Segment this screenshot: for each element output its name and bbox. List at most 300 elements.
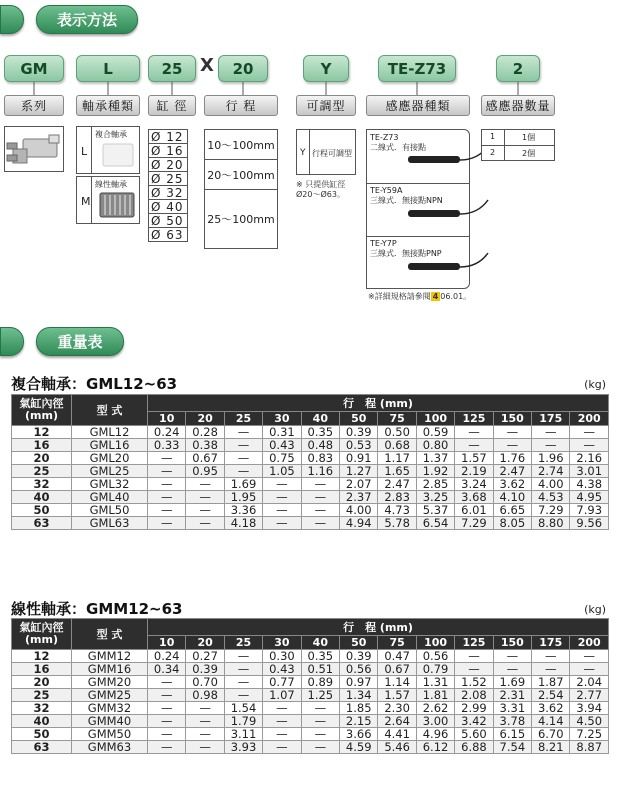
cell-weight: — — [224, 650, 262, 663]
header-stroke-value: 40 — [301, 636, 339, 650]
adjustable-label: 行程可調型 — [312, 149, 352, 158]
cell-weight: 2.04 — [570, 676, 609, 689]
cell-weight: 2.64 — [378, 715, 416, 728]
cell-weight: 0.67 — [186, 452, 224, 465]
header-stroke-value: 50 — [340, 412, 378, 426]
cell-weight: 5.46 — [378, 741, 416, 754]
header-stroke-value: 10 — [148, 412, 186, 426]
label-sensor-qty — [481, 95, 555, 116]
cell-weight: 2.54 — [532, 689, 570, 702]
cell-weight: 0.27 — [186, 650, 224, 663]
cell-weight: 1.25 — [301, 689, 339, 702]
cell-weight: 1.14 — [378, 676, 416, 689]
code-sensor-text: TE-Z73 — [387, 59, 447, 78]
cell-bore: 12 — [12, 426, 72, 439]
sensor-qty-code: 2 — [490, 148, 496, 157]
cell-weight: 4.96 — [416, 728, 454, 741]
cell-weight: 0.89 — [301, 676, 339, 689]
bearing-option-m — [76, 176, 140, 224]
cell-weight: — — [263, 702, 301, 715]
sensor-name: TE-Y7P — [370, 239, 397, 248]
cell-weight: — — [263, 715, 301, 728]
header-stroke: 行 程 (mm) — [148, 619, 609, 636]
weight-header-title: 重量表 — [57, 333, 103, 351]
table-row — [12, 728, 609, 741]
cell-weight: 2.77 — [570, 689, 609, 702]
cell-weight: — — [263, 504, 301, 517]
cell-weight: — — [186, 741, 224, 754]
sensor-desc: 三線式．無接點NPN — [370, 196, 443, 205]
stroke-item: 25～100mm — [207, 213, 275, 226]
cell-weight: 0.30 — [263, 650, 301, 663]
cell-weight: — — [186, 728, 224, 741]
bore-item: Ø 50 — [148, 213, 188, 228]
sensor-qty-label: 1個 — [522, 133, 536, 142]
cell-weight: — — [263, 741, 301, 754]
stroke-item: 20～100mm — [205, 160, 277, 190]
cell-weight: — — [148, 491, 186, 504]
table-row — [12, 689, 609, 702]
cell-weight: 4.50 — [570, 715, 609, 728]
bore-item: Ø 20 — [148, 157, 188, 172]
sensor-cable-icon — [458, 140, 498, 280]
cell-weight: 1.85 — [340, 702, 378, 715]
cell-weight: 3.93 — [224, 741, 262, 754]
cell-model: GML32 — [72, 478, 148, 491]
cell-weight: — — [224, 439, 262, 452]
header-model: 型 式 — [72, 619, 148, 650]
header-model: 型 式 — [72, 395, 148, 426]
cell-weight: — — [148, 676, 186, 689]
sensor-name: TE-Y59A — [370, 186, 403, 195]
cell-weight: — — [455, 663, 493, 676]
cell-weight: 4.38 — [570, 478, 609, 491]
sensor-body-icon — [408, 210, 460, 217]
cell-weight: 0.56 — [340, 663, 378, 676]
header-stroke-value: 200 — [570, 636, 609, 650]
cell-weight: 3.66 — [340, 728, 378, 741]
cell-model: GMM12 — [72, 650, 148, 663]
cell-weight: 0.79 — [416, 663, 454, 676]
cell-weight: — — [493, 663, 531, 676]
series-image — [4, 126, 64, 172]
table-row — [12, 439, 609, 452]
cell-bore: 12 — [12, 650, 72, 663]
header-stroke-value: 150 — [493, 636, 531, 650]
cell-bore: 20 — [12, 676, 72, 689]
cell-weight: 2.47 — [493, 465, 531, 478]
sensor-item-y59a — [370, 186, 443, 206]
adjustable-option — [296, 129, 356, 175]
connector-lines — [0, 82, 620, 96]
cell-weight: 1.07 — [263, 689, 301, 702]
cell-weight: 0.39 — [340, 426, 378, 439]
cell-weight: 3.24 — [455, 478, 493, 491]
sensor-item-y7p — [370, 239, 442, 259]
gml-unit: (kg) — [584, 378, 606, 391]
cell-model: GML16 — [72, 439, 148, 452]
cell-weight: 0.24 — [148, 426, 186, 439]
cell-weight: 0.77 — [263, 676, 301, 689]
cell-weight: 3.94 — [570, 702, 609, 715]
cell-weight: — — [148, 452, 186, 465]
cell-model: GMM50 — [72, 728, 148, 741]
cell-weight: — — [148, 728, 186, 741]
cell-bore: 40 — [12, 491, 72, 504]
cell-weight: — — [224, 689, 262, 702]
table-row — [12, 452, 609, 465]
cell-weight: — — [186, 504, 224, 517]
cell-weight: 0.24 — [148, 650, 186, 663]
cell-model: GML40 — [72, 491, 148, 504]
code-bore-text: 25 — [161, 59, 183, 78]
cell-weight: — — [186, 702, 224, 715]
sensor-desc: 三線式．無接點PNP — [370, 249, 442, 258]
cell-weight: — — [493, 426, 531, 439]
cell-weight: — — [301, 517, 339, 530]
cell-weight: — — [148, 741, 186, 754]
gml-weight-table — [11, 394, 609, 530]
cell-bore: 32 — [12, 478, 72, 491]
gmm-weight-table — [11, 618, 609, 754]
cell-weight: 6.12 — [416, 741, 454, 754]
table-row — [12, 478, 609, 491]
cell-weight: — — [263, 491, 301, 504]
cell-model: GML50 — [72, 504, 148, 517]
header-stroke-value: 175 — [532, 636, 570, 650]
cell-weight: 0.35 — [301, 426, 339, 439]
label-sensor — [366, 95, 470, 116]
cell-weight: 6.54 — [416, 517, 454, 530]
cell-weight: 2.47 — [378, 478, 416, 491]
header-stroke-value: 125 — [455, 412, 493, 426]
bearing-label-m: 線性軸承 — [95, 180, 127, 189]
cell-weight: 0.95 — [186, 465, 224, 478]
cell-weight: — — [570, 663, 609, 676]
cell-weight: 3.36 — [224, 504, 262, 517]
sensor-body-icon — [408, 156, 460, 163]
label-bore — [148, 95, 196, 116]
cell-weight: — — [224, 663, 262, 676]
cell-weight: 0.91 — [340, 452, 378, 465]
cell-weight: — — [301, 728, 339, 741]
bearing-code-m: M — [81, 195, 91, 208]
cell-bore: 50 — [12, 504, 72, 517]
cell-weight: 1.16 — [301, 465, 339, 478]
bore-item: Ø 25 — [148, 171, 188, 186]
cell-weight: 2.07 — [340, 478, 378, 491]
bore-item: Ø 16 — [148, 143, 188, 158]
cell-weight: 1.57 — [455, 452, 493, 465]
cell-weight: 1.79 — [224, 715, 262, 728]
bearing-label-l: 複合軸承 — [95, 130, 127, 139]
cell-weight: 2.08 — [455, 689, 493, 702]
sensor-item-z73 — [370, 133, 426, 153]
cell-weight: 0.39 — [186, 663, 224, 676]
adjustable-note: ※ 只提供缸徑Ø20～Ø63。 — [296, 180, 346, 199]
bore-list — [148, 129, 188, 241]
cell-weight: 2.16 — [570, 452, 609, 465]
cell-weight: 0.97 — [340, 676, 378, 689]
cell-weight: 2.99 — [455, 702, 493, 715]
cell-weight: 1.81 — [416, 689, 454, 702]
cell-weight: — — [224, 465, 262, 478]
header-stroke-value: 150 — [493, 412, 531, 426]
cell-weight: — — [532, 426, 570, 439]
cell-weight: 1.65 — [378, 465, 416, 478]
header-bore: 氣缸內徑 (mm) — [12, 619, 72, 650]
cell-weight: 0.70 — [186, 676, 224, 689]
cell-weight: 1.96 — [532, 452, 570, 465]
table-row — [12, 517, 609, 530]
times-symbol — [200, 55, 214, 76]
label-sensor-text: 感應器種類 — [385, 99, 451, 113]
cell-weight: 7.25 — [570, 728, 609, 741]
bore-item: Ø 63 — [148, 227, 188, 242]
cell-weight: 9.56 — [570, 517, 609, 530]
cell-model: GMM20 — [72, 676, 148, 689]
label-bearing — [76, 95, 140, 116]
header-stroke-value: 200 — [570, 412, 609, 426]
cell-weight: — — [301, 478, 339, 491]
cell-weight: — — [532, 650, 570, 663]
cell-weight: 1.92 — [416, 465, 454, 478]
cell-weight: 4.94 — [340, 517, 378, 530]
code-sensor-qty-text: 2 — [512, 59, 524, 78]
cell-weight: 0.47 — [378, 650, 416, 663]
cell-weight: 1.05 — [263, 465, 301, 478]
cell-bore: 25 — [12, 465, 72, 478]
cell-weight: 1.87 — [532, 676, 570, 689]
cell-weight: — — [570, 650, 609, 663]
sensor-qty-list — [481, 129, 555, 161]
sensor-qty-label: 2個 — [522, 149, 536, 158]
cell-weight: — — [186, 491, 224, 504]
cell-weight: — — [148, 517, 186, 530]
section-header-tab — [0, 5, 24, 34]
header-stroke-value: 30 — [263, 636, 301, 650]
cell-weight: — — [493, 650, 531, 663]
cell-weight: — — [186, 517, 224, 530]
label-series-text: 系列 — [20, 99, 47, 113]
cell-weight: 0.75 — [263, 452, 301, 465]
bearing-code-l: L — [81, 145, 88, 158]
cell-weight: 7.29 — [455, 517, 493, 530]
cell-weight: — — [263, 728, 301, 741]
cell-bore: 16 — [12, 663, 72, 676]
cell-weight: 0.31 — [263, 426, 301, 439]
cell-weight: 2.74 — [532, 465, 570, 478]
cell-weight: 2.31 — [493, 689, 531, 702]
section-header-ordering — [36, 5, 138, 34]
cell-weight: 3.00 — [416, 715, 454, 728]
cell-weight: — — [148, 715, 186, 728]
sensor-note-badge: 4 — [432, 292, 439, 301]
cell-weight: 7.93 — [570, 504, 609, 517]
cell-weight: 5.60 — [455, 728, 493, 741]
cell-weight: 3.42 — [455, 715, 493, 728]
stroke-item: 10～100mm — [205, 130, 277, 160]
cell-weight: — — [148, 465, 186, 478]
cell-weight: 0.43 — [263, 439, 301, 452]
header-stroke-value: 100 — [416, 412, 454, 426]
table-row — [12, 491, 609, 504]
sensor-spec-note — [368, 292, 471, 302]
cell-weight: 8.05 — [493, 517, 531, 530]
section-header-weight — [36, 327, 124, 356]
cell-weight: 0.35 — [301, 650, 339, 663]
cell-weight: — — [455, 439, 493, 452]
code-stroke — [218, 55, 268, 82]
cylinder-image — [5, 127, 63, 171]
cell-model: GMM16 — [72, 663, 148, 676]
cell-model: GML25 — [72, 465, 148, 478]
cell-bore: 20 — [12, 452, 72, 465]
table-row — [12, 741, 609, 754]
label-stroke-text: 行 程 — [225, 99, 257, 113]
gmm-table-title: 線性軸承：GMM12~63 — [11, 600, 183, 618]
cell-weight: — — [148, 478, 186, 491]
cell-weight: — — [532, 439, 570, 452]
cell-weight: 2.15 — [340, 715, 378, 728]
label-sensor-qty-text: 感應器數量 — [485, 99, 551, 113]
cell-weight: 1.37 — [416, 452, 454, 465]
cell-weight: — — [455, 650, 493, 663]
cell-weight: — — [263, 517, 301, 530]
cell-weight: 3.25 — [416, 491, 454, 504]
cell-weight: — — [455, 426, 493, 439]
cell-bore: 16 — [12, 439, 72, 452]
code-sensor — [378, 55, 456, 82]
cell-weight: 0.51 — [301, 663, 339, 676]
cell-weight: 3.78 — [493, 715, 531, 728]
header-stroke-value: 20 — [186, 636, 224, 650]
header-stroke-value: 30 — [263, 412, 301, 426]
cell-weight: 2.83 — [378, 491, 416, 504]
header-stroke-value: 75 — [378, 636, 416, 650]
cell-weight: 6.15 — [493, 728, 531, 741]
header-stroke-value: 10 — [148, 636, 186, 650]
header-stroke-value: 75 — [378, 412, 416, 426]
cell-weight: 0.83 — [301, 452, 339, 465]
code-bearing — [76, 55, 140, 82]
cell-weight: 1.69 — [224, 478, 262, 491]
table-row — [12, 650, 609, 663]
header-stroke-value: 40 — [301, 412, 339, 426]
cell-weight: 4.95 — [570, 491, 609, 504]
table-row — [12, 702, 609, 715]
weight-header-tab — [0, 327, 24, 356]
cell-weight: 2.37 — [340, 491, 378, 504]
cell-weight: 1.52 — [455, 676, 493, 689]
bore-item: Ø 12 — [148, 129, 188, 144]
cell-weight: — — [301, 504, 339, 517]
cell-weight: 1.76 — [493, 452, 531, 465]
sensor-body-icon — [408, 263, 460, 270]
cell-weight: — — [301, 702, 339, 715]
cell-weight: 6.70 — [532, 728, 570, 741]
cell-weight: 5.78 — [378, 517, 416, 530]
cell-weight: 3.62 — [493, 478, 531, 491]
cell-weight: 1.54 — [224, 702, 262, 715]
cell-weight: — — [263, 478, 301, 491]
cell-weight: 1.17 — [378, 452, 416, 465]
code-bearing-text: L — [103, 59, 113, 78]
cell-weight: 3.11 — [224, 728, 262, 741]
cell-weight: 4.59 — [340, 741, 378, 754]
cell-weight: 0.38 — [186, 439, 224, 452]
cell-weight: 0.33 — [148, 439, 186, 452]
cell-model: GMM25 — [72, 689, 148, 702]
cell-weight: 2.85 — [416, 478, 454, 491]
header-stroke-value: 175 — [532, 412, 570, 426]
cell-weight: 8.87 — [570, 741, 609, 754]
sensor-desc: 二線式．有接點 — [370, 143, 426, 152]
cell-weight: 4.41 — [378, 728, 416, 741]
table-row — [12, 663, 609, 676]
label-adjustable — [296, 95, 356, 116]
cell-weight: 8.21 — [532, 741, 570, 754]
header-stroke-value: 125 — [455, 636, 493, 650]
cell-weight: — — [186, 478, 224, 491]
cell-weight: — — [570, 439, 609, 452]
cell-weight: 0.28 — [186, 426, 224, 439]
code-stroke-text: 20 — [232, 59, 254, 78]
bearing-l-image — [99, 141, 137, 169]
code-series-text: GM — [20, 59, 48, 78]
sensor-qty-code: 1 — [490, 132, 496, 141]
cell-weight: 4.73 — [378, 504, 416, 517]
header-bore: 氣缸內徑 (mm) — [12, 395, 72, 426]
cell-weight: — — [224, 676, 262, 689]
cell-weight: 1.27 — [340, 465, 378, 478]
cell-bore: 32 — [12, 702, 72, 715]
cell-model: GML12 — [72, 426, 148, 439]
cell-weight: — — [186, 715, 224, 728]
cell-weight: 2.19 — [455, 465, 493, 478]
header-stroke: 行 程 (mm) — [148, 395, 609, 412]
bore-item: Ø 40 — [148, 199, 188, 214]
times-text: X — [200, 55, 214, 76]
label-stroke — [204, 95, 278, 116]
bearing-m-image — [97, 190, 137, 220]
cell-weight: 0.43 — [263, 663, 301, 676]
header-stroke-value: 20 — [186, 412, 224, 426]
table-row — [12, 676, 609, 689]
label-series — [4, 95, 64, 116]
cell-weight: — — [570, 426, 609, 439]
cell-weight: — — [301, 491, 339, 504]
cell-weight: 3.31 — [493, 702, 531, 715]
cell-weight: 4.00 — [340, 504, 378, 517]
cell-bore: 25 — [12, 689, 72, 702]
code-bore — [148, 55, 196, 82]
cell-weight: 4.18 — [224, 517, 262, 530]
section-header-title: 表示方法 — [56, 11, 117, 29]
sensor-note-suffix: 06.01。 — [440, 292, 472, 301]
cell-model: GMM40 — [72, 715, 148, 728]
cell-weight: — — [493, 439, 531, 452]
code-adjustable-text: Y — [320, 59, 332, 78]
cell-weight: — — [148, 504, 186, 517]
table-row — [12, 465, 609, 478]
cell-model: GMM32 — [72, 702, 148, 715]
cell-weight: 0.53 — [340, 439, 378, 452]
label-bearing-text: 軸承種類 — [81, 99, 134, 113]
cell-bore: 40 — [12, 715, 72, 728]
cell-weight: 4.10 — [493, 491, 531, 504]
header-stroke-value: 100 — [416, 636, 454, 650]
